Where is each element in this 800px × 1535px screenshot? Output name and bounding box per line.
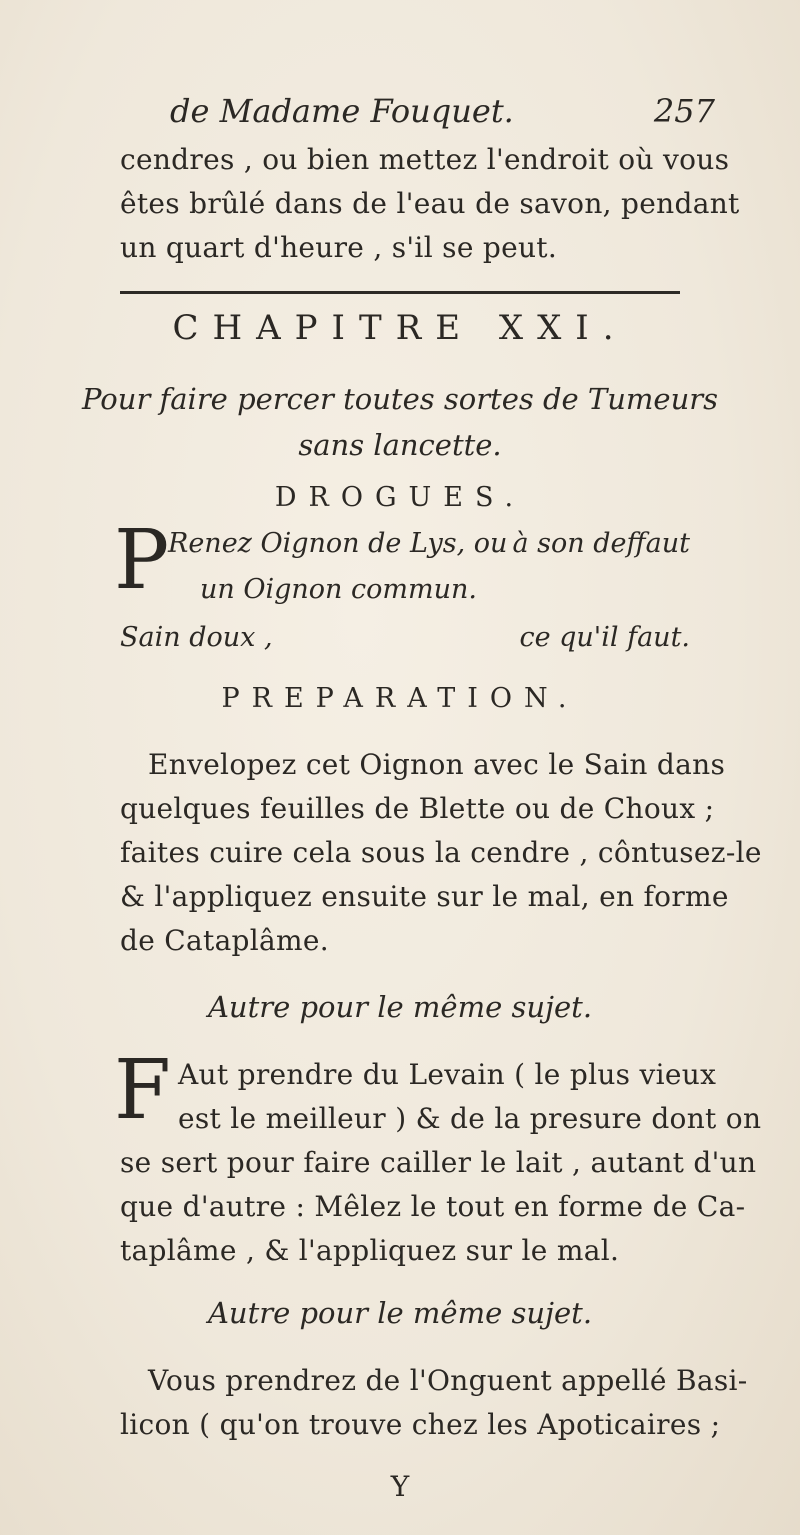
chapter-heading: CHAPITRE XXI. <box>172 308 628 348</box>
divider-rule <box>120 291 680 294</box>
text-line: licon ( qu'on trouve chez les Apoticaires ; <box>120 1408 721 1441</box>
text-line: un quart d'heure , s'il se peut. <box>120 231 558 264</box>
drop-cap: P <box>114 513 170 608</box>
section-heading-autre-1: Autre pour le même sujet. <box>207 990 593 1024</box>
section-heading-drogues: DROGUES. <box>274 482 526 513</box>
text-line: êtes brûlé dans de l'eau de savon, pendant <box>120 187 740 220</box>
chapter-subtitle-line: Pour faire percer toutes sortes de Tumeurs <box>81 382 719 416</box>
text-line: de Cataplâme. <box>120 924 329 957</box>
text-line: taplâme , & l'appliquez sur le mal. <box>120 1234 620 1267</box>
chapter-subtitle-line: sans lancette. <box>298 428 502 462</box>
ingredient-line: Sain doux , <box>120 622 273 653</box>
ingredient-line: un Oignon commun. <box>200 574 477 605</box>
text-line: que d'autre : Mêlez le tout en forme de Ca- <box>120 1190 746 1223</box>
text-line: est le meilleur ) & de la presure dont on <box>178 1102 762 1135</box>
ingredient-line-right: à son deffaut <box>512 528 690 559</box>
ingredient-line: Renez Oignon de Lys, ou <box>168 528 508 559</box>
text-line: quelques feuilles de Blette ou de Choux ; <box>120 792 715 825</box>
header-title: de Madame Fouquet. <box>170 92 514 130</box>
page-number: 257 <box>653 92 715 130</box>
section-heading-autre-2: Autre pour le même sujet. <box>207 1296 593 1330</box>
drop-cap: F <box>114 1043 171 1138</box>
text-line: Aut prendre du Levain ( le plus vieux <box>178 1058 717 1091</box>
text-line: Vous prendrez de l'Onguent appellé Basi- <box>148 1364 748 1397</box>
signature-mark: Y <box>390 1470 410 1503</box>
section-heading-preparation: PREPARATION. <box>221 683 579 714</box>
text-line: faites cuire cela sous la cendre , côntusez-le <box>120 836 762 869</box>
text-line: se sert pour faire cailler le lait , autant d'un <box>120 1146 757 1179</box>
running-header <box>170 92 715 130</box>
text-line: Envelopez cet Oignon avec le Sain dans <box>148 748 726 781</box>
text-line: cendres , ou bien mettez l'endroit où vous <box>120 143 730 176</box>
ingredient-line-right: ce qu'il faut. <box>519 622 690 653</box>
text-line: & l'appliquez ensuite sur le mal, en forme <box>120 880 729 913</box>
